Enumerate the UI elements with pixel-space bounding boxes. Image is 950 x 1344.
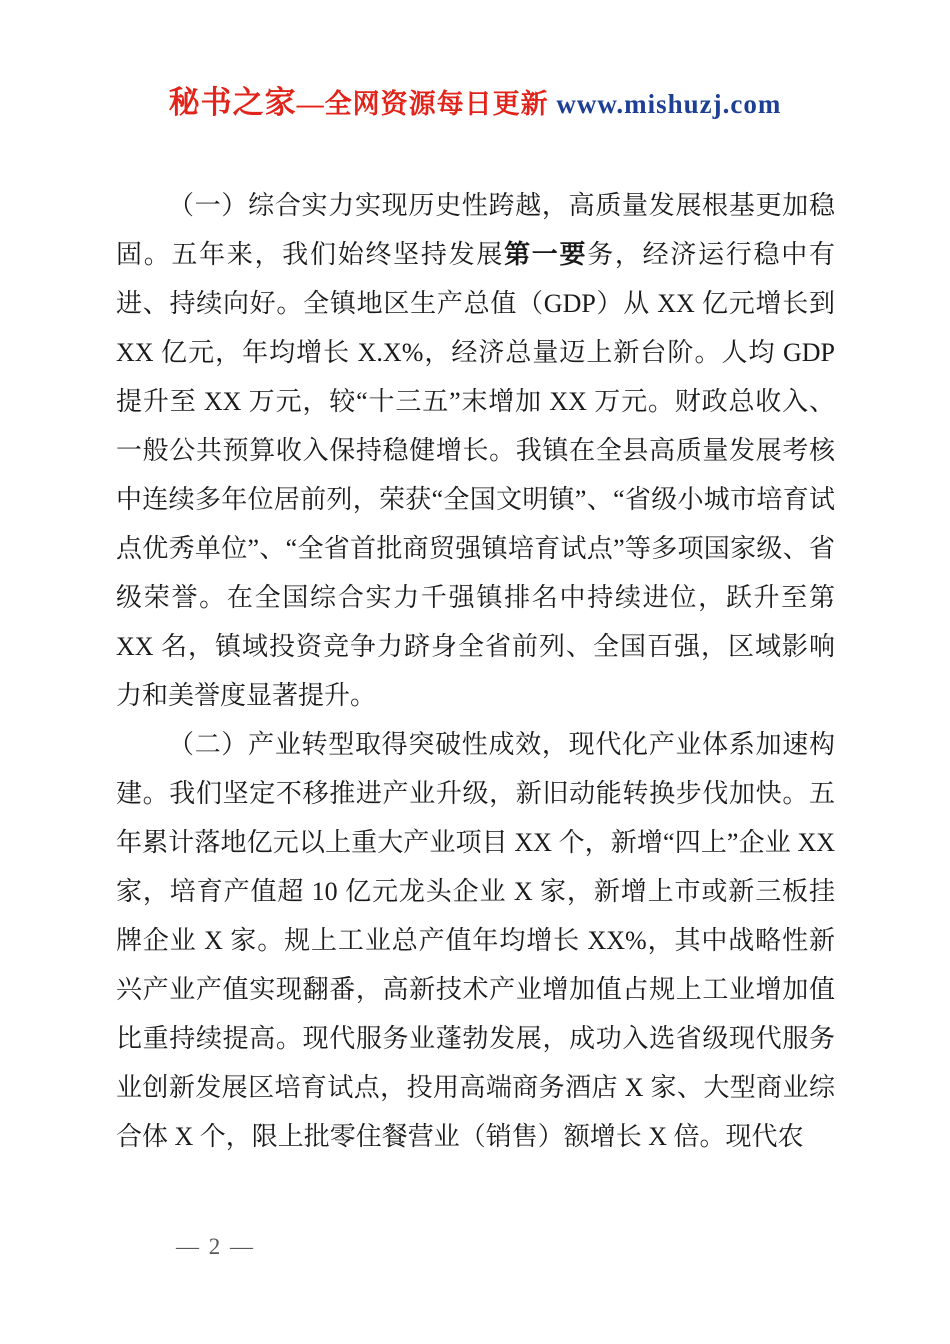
paragraph-2: （二）产业转型取得突破性成效，现代化产业体系加速构建。我们坚定不移推进产业升级，新旧动能转换步伐加快。五年累计落地亿元以上重大产业项目 XX 个，新增“四上”企业 XX 家，培育产值超 10 亿元龙头企业 X 家，新增上市或新三板挂牌企业 X 家。规上工业总产值年均增长 XX%，其中战略性新兴产业产值实现翻番，高新技术产业增加值占规上工业增加值比重持续提高。现代服务业蓬勃发展，成功入选省级现代服务业创新发展区培育试点，投用高端商务酒店 X 家、大型商业综合体 X 个，限上批零住餐营业（销售）额增长 X 倍。现代农 — [116, 730, 835, 1151]
site-tagline: —全网资源每日更新 — [296, 89, 557, 119]
paragraph-1 — [116, 181, 835, 720]
paragraph-1-emphasis: 第一要 — [504, 240, 588, 269]
site-header — [0, 86, 950, 121]
paragraph-1-lead: （一）综合实力实现历史性跨越，高质量发展根基更加稳固。五年来，我们始终坚持发展 — [116, 191, 835, 269]
site-brand: 秘书之家 — [168, 85, 297, 120]
page-number: — 2 — — [176, 1234, 255, 1259]
site-url-link[interactable]: www.mishuzj.com — [556, 89, 782, 119]
paragraph-1-rest: 务，经济运行稳中有进、持续向好。全镇地区生产总值（GDP）从 XX 亿元增长到 XX 亿元，年均增长 X.X%，经济总量迈上新台阶。人均 GDP 提升至 XX 万元，较“十三五”末增加 XX 万元。财政总收入、一般公共预算收入保持稳健增长。我镇在全县高质量发展考核中连续多年位居前列，荣获“全国文明镇”、“省级小城市培育试点优秀单位”、“全省首批商贸强镇培育试点”等多项国家级、省级荣誉。在全国综合实力千强镇排名中持续进位，跃升至第 XX 名，镇域投资竞争力跻身全省前列、全国百强，区域影响力和美誉度显著提升。 — [116, 240, 835, 710]
document-body — [116, 181, 835, 1161]
